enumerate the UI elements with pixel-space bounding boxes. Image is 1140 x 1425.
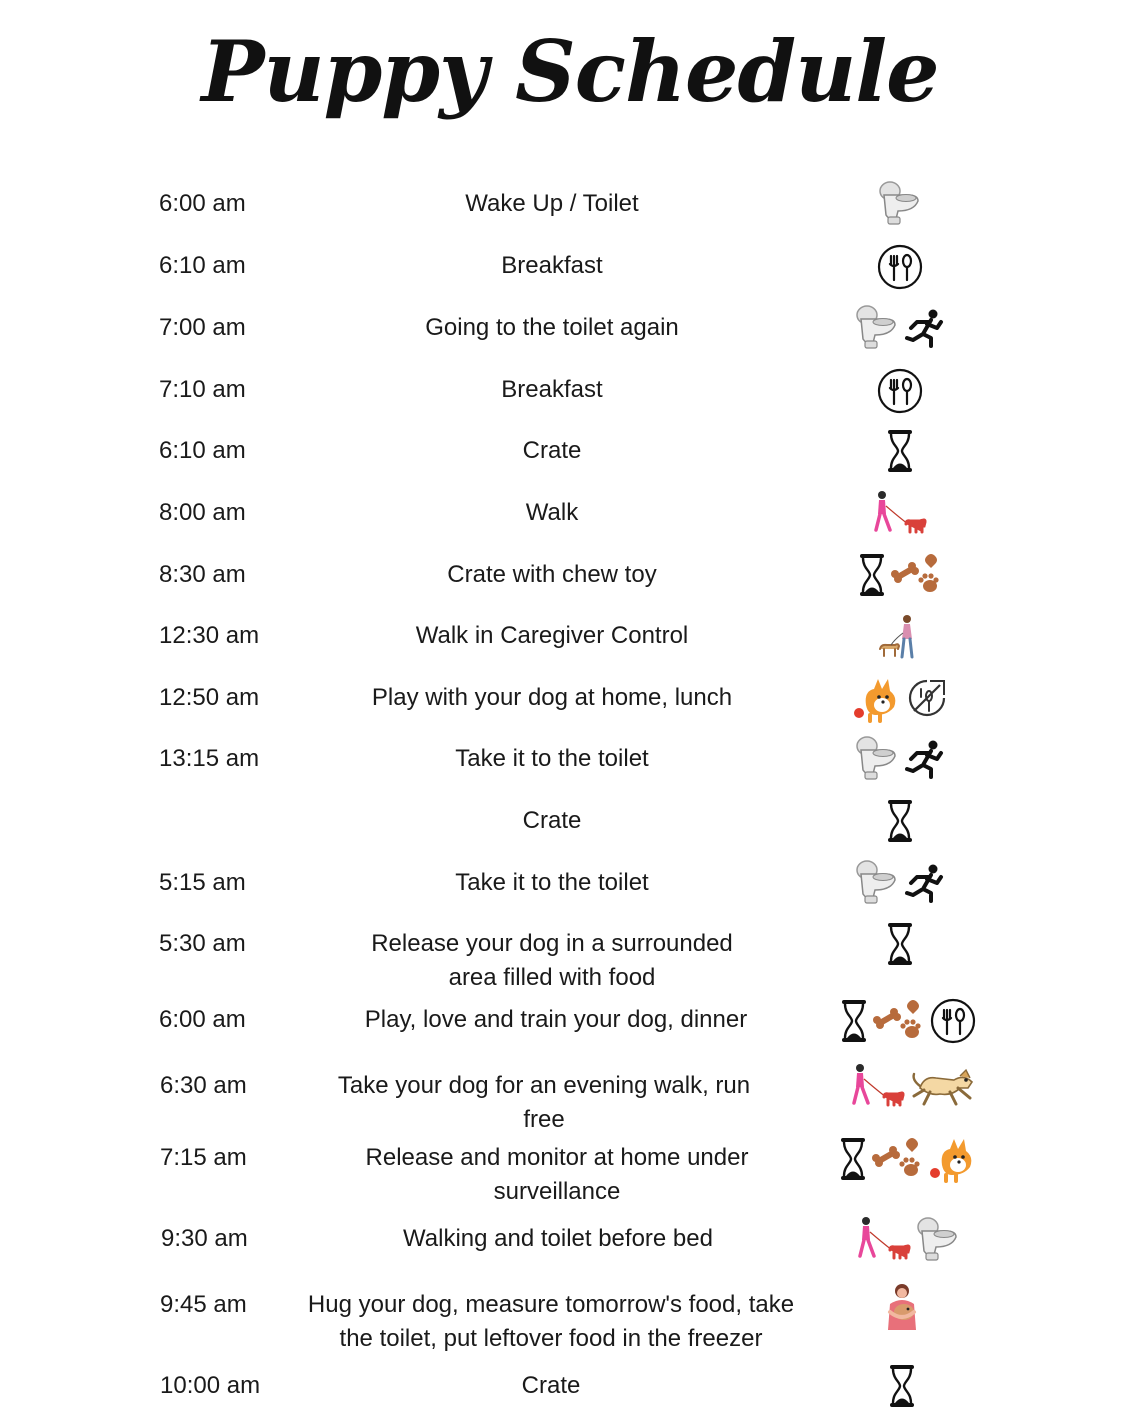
meal-icon	[876, 243, 924, 291]
toilet-icon	[855, 305, 899, 351]
dog-treats-icon	[872, 1136, 924, 1182]
dog-treats-icon	[873, 998, 925, 1044]
activity-line: Going to the toilet again	[425, 314, 679, 341]
activity-icons	[857, 552, 943, 598]
activity-line: Walk in Caregiver Control	[415, 622, 689, 649]
hourglass-icon	[885, 428, 915, 474]
caregiver-walk-icon	[877, 613, 923, 661]
running-person-icon	[903, 739, 945, 779]
dog-walker-icon	[872, 490, 928, 538]
activity-line: Crate	[522, 437, 582, 464]
schedule-time: 9:30 am	[161, 1225, 248, 1252]
schedule-time: 7:00 am	[159, 314, 246, 341]
schedule-activity	[282, 249, 822, 283]
activity-line: Play with your dog at home, lunch	[371, 684, 733, 711]
running-dog-icon	[910, 1064, 980, 1110]
schedule-time: 5:30 am	[159, 930, 246, 957]
activity-icons	[856, 1216, 960, 1264]
running-person-icon	[903, 308, 945, 348]
schedule-activity	[282, 804, 822, 838]
schedule-time: 6:10 am	[159, 437, 246, 464]
activity-icons	[885, 428, 915, 474]
activity-line: area filled with food	[448, 964, 656, 991]
schedule-activity	[286, 1003, 826, 1037]
activity-line: Release your dog in a surrounded	[371, 930, 733, 957]
activity-line: Crate with chew toy	[447, 561, 657, 588]
schedule-time: 12:30 am	[159, 622, 260, 649]
schedule-activity	[282, 681, 822, 715]
hourglass-icon	[885, 921, 915, 967]
schedule-time: 6:00 am	[159, 190, 246, 217]
schedule-activity	[287, 1141, 827, 1209]
activity-icons	[887, 1363, 917, 1409]
running-person-icon	[903, 863, 945, 903]
activity-line: Take it to the toilet	[455, 745, 649, 772]
schedule-time: 8:00 am	[159, 499, 246, 526]
toilet-icon	[878, 181, 922, 227]
schedule-activity	[281, 1288, 821, 1356]
toilet-icon	[855, 736, 899, 782]
schedule-time: 7:10 am	[159, 376, 246, 403]
activity-icons	[839, 997, 977, 1045]
schedule-activity	[282, 434, 822, 468]
dog-treats-icon	[891, 552, 943, 598]
hug-dog-icon	[882, 1282, 922, 1334]
schedule-activity	[282, 927, 822, 995]
activity-icons	[876, 367, 924, 415]
activity-line: Take your dog for an evening walk, run	[337, 1072, 751, 1099]
schedule-activity	[282, 496, 822, 530]
schedule-activity	[282, 311, 822, 345]
corgi-play-icon	[852, 675, 902, 723]
schedule-activity	[274, 1069, 814, 1137]
activity-icons	[885, 798, 915, 844]
activity-icons	[882, 1282, 922, 1334]
schedule-activity	[282, 373, 822, 407]
corgi-play-icon	[928, 1135, 978, 1183]
activity-icons	[885, 921, 915, 967]
hourglass-icon	[838, 1136, 868, 1182]
dog-walker-icon	[856, 1216, 912, 1264]
activity-line: Breakfast	[501, 252, 603, 279]
activity-icons	[877, 613, 923, 661]
activity-icons	[855, 736, 945, 782]
page-title: Puppy Schedule	[201, 22, 939, 121]
schedule-time: 12:50 am	[159, 684, 260, 711]
activity-line: Crate	[522, 807, 582, 834]
hourglass-icon	[887, 1363, 917, 1409]
activity-line: Crate	[521, 1372, 581, 1399]
activity-line: surveillance	[493, 1178, 621, 1205]
activity-icons	[876, 243, 924, 291]
toilet-icon	[916, 1217, 960, 1263]
activity-line: Walk	[525, 499, 579, 526]
hourglass-icon	[839, 998, 869, 1044]
hourglass-icon	[885, 798, 915, 844]
schedule-time: 7:15 am	[160, 1144, 247, 1171]
activity-line: Hug your dog, measure tomorrow's food, take	[307, 1291, 795, 1318]
activity-icons	[838, 1135, 978, 1183]
no-food-icon	[906, 677, 948, 721]
hourglass-icon	[857, 552, 887, 598]
schedule-time: 8:30 am	[159, 561, 246, 588]
schedule-activity	[282, 558, 822, 592]
schedule-time: 6:10 am	[159, 252, 246, 279]
schedule-activity	[288, 1222, 828, 1256]
meal-icon	[929, 997, 977, 1045]
schedule-time: 6:00 am	[159, 1006, 246, 1033]
toilet-icon	[855, 860, 899, 906]
activity-icons	[855, 305, 945, 351]
activity-line: free	[523, 1106, 565, 1133]
schedule-activity	[282, 866, 822, 900]
activity-line: Take it to the toilet	[455, 869, 649, 896]
activity-line: Play, love and train your dog, dinner	[364, 1006, 748, 1033]
schedule-activity	[282, 187, 822, 221]
activity-icons	[878, 181, 922, 227]
activity-icons	[855, 860, 945, 906]
activity-line: the toilet, put leftover food in the freezer	[339, 1325, 763, 1352]
schedule-time: 5:15 am	[159, 869, 246, 896]
schedule-activity	[281, 1369, 821, 1403]
meal-icon	[876, 367, 924, 415]
schedule-time: 10:00 am	[160, 1372, 261, 1399]
activity-icons	[872, 490, 928, 538]
dog-walker-icon	[850, 1063, 906, 1111]
activity-line: Wake Up / Toilet	[465, 190, 639, 217]
activity-line: Release and monitor at home under	[365, 1144, 749, 1171]
schedule-time: 9:45 am	[160, 1291, 247, 1318]
activity-line: Breakfast	[501, 376, 603, 403]
schedule-activity	[282, 742, 822, 776]
activity-icons	[852, 675, 948, 723]
activity-line: Walking and toilet before bed	[403, 1225, 713, 1252]
schedule-time: 13:15 am	[159, 745, 260, 772]
activity-icons	[850, 1063, 980, 1111]
schedule-time: 6:30 am	[160, 1072, 247, 1099]
schedule-activity	[282, 619, 822, 653]
